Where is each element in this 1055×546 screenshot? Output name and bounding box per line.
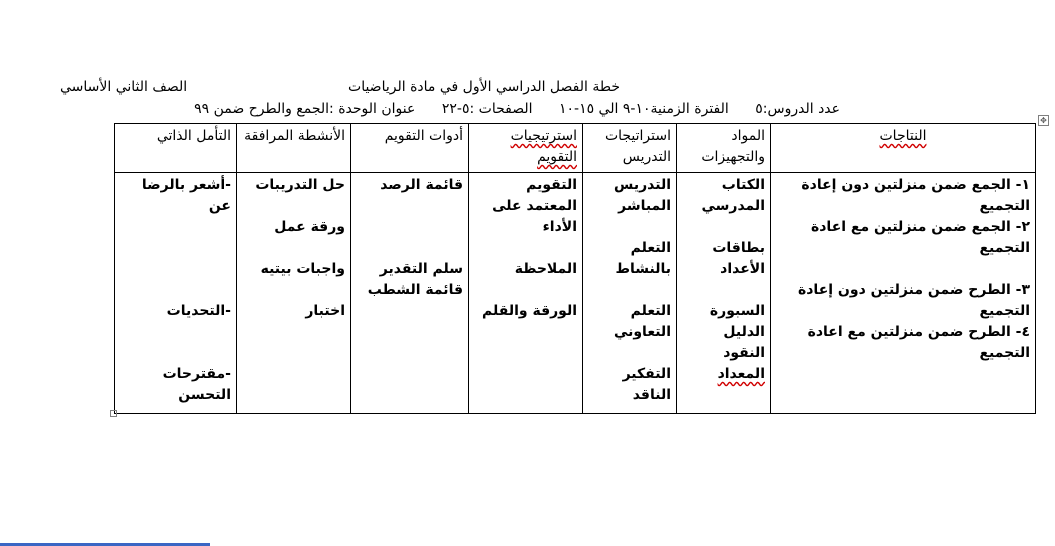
materials-cell: [677, 173, 771, 414]
table-header-row: [115, 124, 1036, 173]
header-outcomes: النتاجات: [771, 124, 1036, 173]
assessment-strategy-item: الورقة والقلم: [482, 303, 577, 319]
material-item: الكتاب المدرسي: [701, 177, 765, 214]
move-handle-icon[interactable]: ✥: [1038, 115, 1049, 126]
assessment-tool-item: قائمة الرصد: [380, 177, 463, 193]
activity-item: حل التدريبات: [255, 177, 345, 193]
grade-label: الصف الثاني الأساسي: [60, 79, 188, 95]
pages-range: الصفحات :٥-٢٢: [441, 101, 533, 117]
header-teaching: استراتيجات التدريس: [583, 124, 677, 173]
activity-item: اختبار: [305, 303, 345, 319]
outcome-item: ٢- الجمع ضمن منزلتين مع اعادة التجميع: [810, 219, 1030, 256]
time-period: الفترة الزمنية١٠-٩ الي ١٥-١٠: [558, 101, 729, 117]
assessment-strategies-cell: [469, 173, 583, 414]
plan-title-line: [60, 77, 620, 97]
reflection-cell: [115, 173, 237, 414]
material-item: المعداد: [717, 366, 765, 382]
plan-table: [114, 123, 1036, 414]
teaching-item: التعلم بالنشاط: [615, 240, 671, 277]
assessment-strategy-item: التقويم المعتمد على الأداء: [492, 177, 577, 235]
outcome-item: ٣- الطرح ضمن منزلتين دون إعادة التجميع: [797, 282, 1030, 319]
assessment-tool-item: سلم التقدير: [379, 261, 463, 277]
teaching-item: التفكير الناقد: [622, 366, 671, 403]
outcomes-cell: [771, 173, 1036, 414]
table-row: [115, 173, 1036, 414]
plan-title: خطة الفصل الدراسي الأول في مادة الرياضيات: [348, 79, 620, 95]
material-item: النقود: [723, 345, 765, 361]
header-materials: المواد والتجهيزات: [677, 124, 771, 173]
activity-item: ورقة عمل: [274, 219, 345, 235]
header-reflection: التأمل الذاتي: [115, 124, 237, 173]
header-assessment-strategies: استرتيجيات التقويم: [469, 124, 583, 173]
assessment-tools-cell: [351, 173, 469, 414]
reflection-item: -مقترحات التحسن: [162, 366, 231, 403]
resize-handle[interactable]: [110, 410, 117, 417]
lesson-count: عدد الدروس:٥: [755, 101, 840, 117]
material-item: السبورة: [709, 303, 765, 319]
material-item: الدليل: [723, 324, 765, 340]
assessment-tool-item: قائمة الشطب: [367, 282, 463, 298]
assessment-strategy-item: الملاحظة: [514, 261, 577, 277]
teaching-cell: [583, 173, 677, 414]
reflection-item: -التحديات: [166, 303, 231, 319]
outcome-item: ١- الجمع ضمن منزلتين دون إعادة التجميع: [801, 177, 1030, 214]
teaching-item: التعلم التعاوني: [613, 303, 671, 340]
activity-item: واجبات بيتيه: [260, 261, 345, 277]
teaching-item: التدريس المباشر: [614, 177, 671, 214]
header-activities: الأنشطة المرافقة: [237, 124, 351, 173]
plan-info-line: [30, 99, 840, 119]
header-assessment-tools: أدوات التقويم: [351, 124, 469, 173]
unit-title: عنوان الوحدة :الجمع والطرح ضمن ٩٩: [194, 101, 416, 117]
outcome-item: ٤- الطرح ضمن منزلتين مع اعادة التجميع: [807, 324, 1030, 361]
material-item: بطاقات الأعداد: [712, 240, 765, 277]
reflection-item: -أشعر بالرضا عن: [141, 177, 231, 214]
activities-cell: [237, 173, 351, 414]
